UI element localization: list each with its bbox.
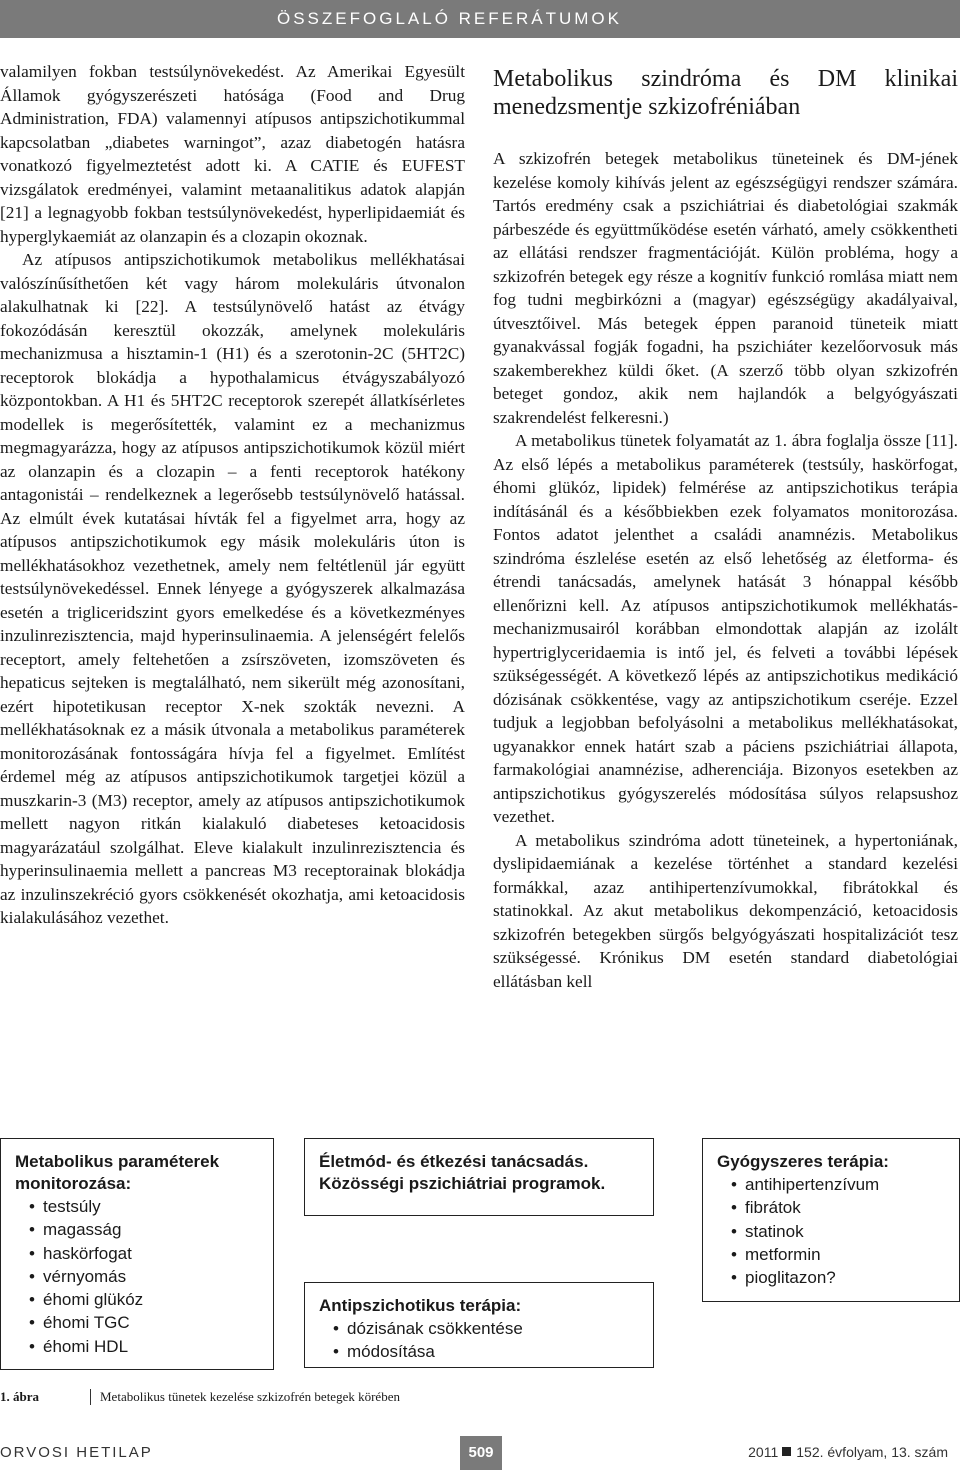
- body-paragraph: A szkizofrén betegek metabolikus tüneteinek és DM-jének kezelése komoly kihívás jelent az egészségügyi rendszer számára. Tartós eredmény csak a pszichiátriai és diabetológiai szakmák párbeszéde és együttműködése esetén várható, amely csökkentheti az ellátási rendszer fragmentációját. Külön probléma, hogy a szkizofrén betegek egy része a kognitív funkció romlása miatt nem fog tudni megbirkózni a (magyar) egészségügy akadályaival, útvesztőivel. Más betegek éppen paranoid tüneteik miatt gyanakvással fogják fogadni, ha pszichiáter kezelőorvosuk más szakemberekhez küldi őket. (A szerző több olyan szkizofrén beteget gondoz, akik nem hajlandók a belgyógyászati szakrendelést felkeresni.): [493, 149, 958, 427]
- issue-year: 2011: [748, 1444, 779, 1460]
- list-item: • dózisának csökkentése: [319, 1317, 639, 1340]
- page-footer: [0, 1436, 960, 1470]
- section-header-bar: [0, 0, 960, 38]
- issue-info: [748, 1444, 948, 1460]
- section-label: ÖSSZEFOGLALÓ REFERÁTUMOK: [277, 9, 622, 28]
- caption-divider: [90, 1389, 91, 1405]
- body-paragraph: A metabolikus szindróma adott tüneteinek, a hypertoniának, dyslipidaemiának a kezelése történhet a standard kezelési formákkal, azaz antihipertenzívumokkal, fibrátokkal és statinokkal. Az akut metabolikus dekompenzáció, ketoacidosis szkizofrén betegekben sürgős belgyógyászati hospitalizációt tesz szükségessé. Krónikus DM esetén standard diabetológiai ellátásban kell: [493, 830, 958, 991]
- list-item: • magasság: [15, 1218, 259, 1241]
- figure-box-list: [319, 1317, 639, 1364]
- figure-caption: [0, 1386, 960, 1408]
- list-item: • fibrátok: [717, 1196, 945, 1219]
- list-item: • haskörfogat: [15, 1242, 259, 1265]
- list-item: • vérnyomás: [15, 1265, 259, 1288]
- list-item: • statinok: [717, 1220, 945, 1243]
- figure-box-title: Metabolikus paraméterek monitorozása:: [15, 1152, 220, 1193]
- page-number: 509: [460, 1436, 502, 1470]
- list-item: • antihipertenzívum: [717, 1173, 945, 1196]
- list-item: • pioglitazon?: [717, 1266, 945, 1289]
- figure-box-list: [717, 1173, 945, 1289]
- list-item: • éhomi HDL: [15, 1335, 259, 1358]
- list-item: • éhomi glükóz: [15, 1288, 259, 1311]
- body-paragraph: Az atípusos antipszichotikumok metabolikus mellékhatásai valószínűsíthetően két vagy három molekuláris útvonalon alakulhatnak ki [22]. A testsúlynövelő hatást az étvágy fokozódásán keresztül okozzák, amelynek molekuláris mechanizmusa a hisztamin-1 (H1) és a szerotonin-2C (5HT2C) receptorok blokádja a hypothalamicus étvágyszabályozó központokban. A H1 és 5HT2C receptorok szerepét állatkísérletes modellek is megerősítették, valamint ez a mechanizmus megmagyarázza, hogy az atípusos antipszichotikumok közül miért az olanzapin és a clozapin – a fenti receptorok hatékony antagonistái – rendelkeznek a legerősebb testsúlynövelő hatással. Az elmúlt évek kutatásai hívták fel a figyelmet arra, hogy az atípusos antipszichotikumok egy másik molekuláris úton is mellékhatásokhoz vezethetnek, amely nem feltétlenül jár együtt testsúlynövekedéssel. Ennek lényege a gyógyszerek alkalmazása esetén a trigliceridszint gyors emelkedése és a következményes inzulinrezisztencia, majd hyperinsulinaemia. A jelenségért felelős receptort, amely feltehetően a zsírszöveten, izomszöveten és hepaticus sejteken is megtalálható, nem sikerült még azonosítani, ezért hipotetikusan receptor X-nek szokták nevezni. A mellékhatásoknak ez a másik útvonala a metabolikus paraméterek monitorozásának fontosságára hívja fel a figyelmet. Említést érdemel még az atípusos antipszichotikumok targetjei közül a muszkarin-3 (M3) receptor, amely az atípusos antipszichotikumok mellett nagyon ritkán kialakuló diabeteses ketoacidosis magyarázatául szolgálhat. Eleve kialakult inzulinrezisztencia és hyperinsulinaemia mellett a pancreas M3 receptorainak blokádja az inzulinszekréció gyors csökkenését okozhatja, ami ketoacidosis kialakulásához vezethet.: [0, 250, 465, 927]
- figure-box-title: Gyógyszeres terápia:: [717, 1152, 889, 1171]
- body-paragraph: valamilyen fokban testsúlynövekedést. Az Amerikai Egyesült Államok gyógyszerészeti hatósága (Food and Drug Administration, FDA) valamennyi atípusos antipszichotikummal kapcsolatban „diabetes warningot”, azaz diabetogén hatásra vonatkozó figyelmeztetést adott ki. A CATIE és EUFEST vizsgálatok eredményei, valamint metaanalitikus adatok alapján [21] a legnagyobb fokban testsúlynövekedést, hyperlipidaemiát és hyperglykaemiát az olanzapin és a clozapin okoznak.: [0, 62, 465, 246]
- section-title: Metabolikus szindróma és DM klinikai menedzsmentje szkizofréniában: [493, 66, 958, 120]
- figure-caption-text: Metabolikus tünetek kezelése szkizofrén betegek körében: [100, 1389, 400, 1404]
- left-text-column: [0, 60, 465, 930]
- figure-box-lifestyle: [304, 1138, 654, 1216]
- figure-box-title: Antipszichotikus terápia:: [319, 1296, 522, 1315]
- list-item: • éhomi TGC: [15, 1311, 259, 1334]
- list-item: • módosítása: [319, 1340, 639, 1363]
- body-paragraph: A metabolikus tünetek folyamatát az 1. ábra foglalja össze [11]. Az első lépés a metabolikus paraméterek (testsúly, haskörfogat, éhomi glükóz, lipidek) felmérése az antipszichotikus terápia indításánál és a későbbiekben ezek folyamatos monitorozása. Fontos adatot jelenthet a családi anamnézis. Metabolikus szindróma észlelése esetén az első lehetőség az életforma- és étrendi tanácsadás, amelynek hatását 3 hónappal később ellenőrizni kell. Az atípusos antipszichotikumok mellékhatás-mechanizmusairól korábban elmondottak alapján az izolált hypertriglyceridaemia is intő jel, és felveti a további lépések szükségességét. A következő lépés az antipszichotikus medikáció dózisának csökkentése, vagy az antipszichotikum cseréje. Ezzel tudjuk a legjobban befolyásolni a metabolikus mellékhatásokat, ugyanakkor ennek határt szab a páciens pszichiátriai állapota, farmakológiai anamnézise, adherenciája. Bizonyos esetekben az antipszichotikus gyógyszerelés módosítása súlyos relapsushoz vezethet.: [493, 431, 958, 826]
- issue-volume: 152. évfolyam, 13. szám: [796, 1444, 948, 1460]
- journal-name: ORVOSI HETILAP: [0, 1444, 153, 1461]
- list-item: • metformin: [717, 1243, 945, 1266]
- square-separator-icon: [782, 1447, 791, 1456]
- figure-number: 1. ábra: [0, 1389, 39, 1404]
- figure-box-drug: [702, 1138, 960, 1302]
- list-item: • testsúly: [15, 1195, 259, 1218]
- right-text-column: [493, 66, 958, 993]
- figure-box-antipsychotic: [304, 1282, 654, 1368]
- figure-box-monitoring: [0, 1138, 274, 1370]
- figure-box-list: [15, 1195, 259, 1358]
- figure-box-title: Életmód- és étkezési tanácsadás. Közösségi pszichiátriai programok.: [319, 1152, 606, 1193]
